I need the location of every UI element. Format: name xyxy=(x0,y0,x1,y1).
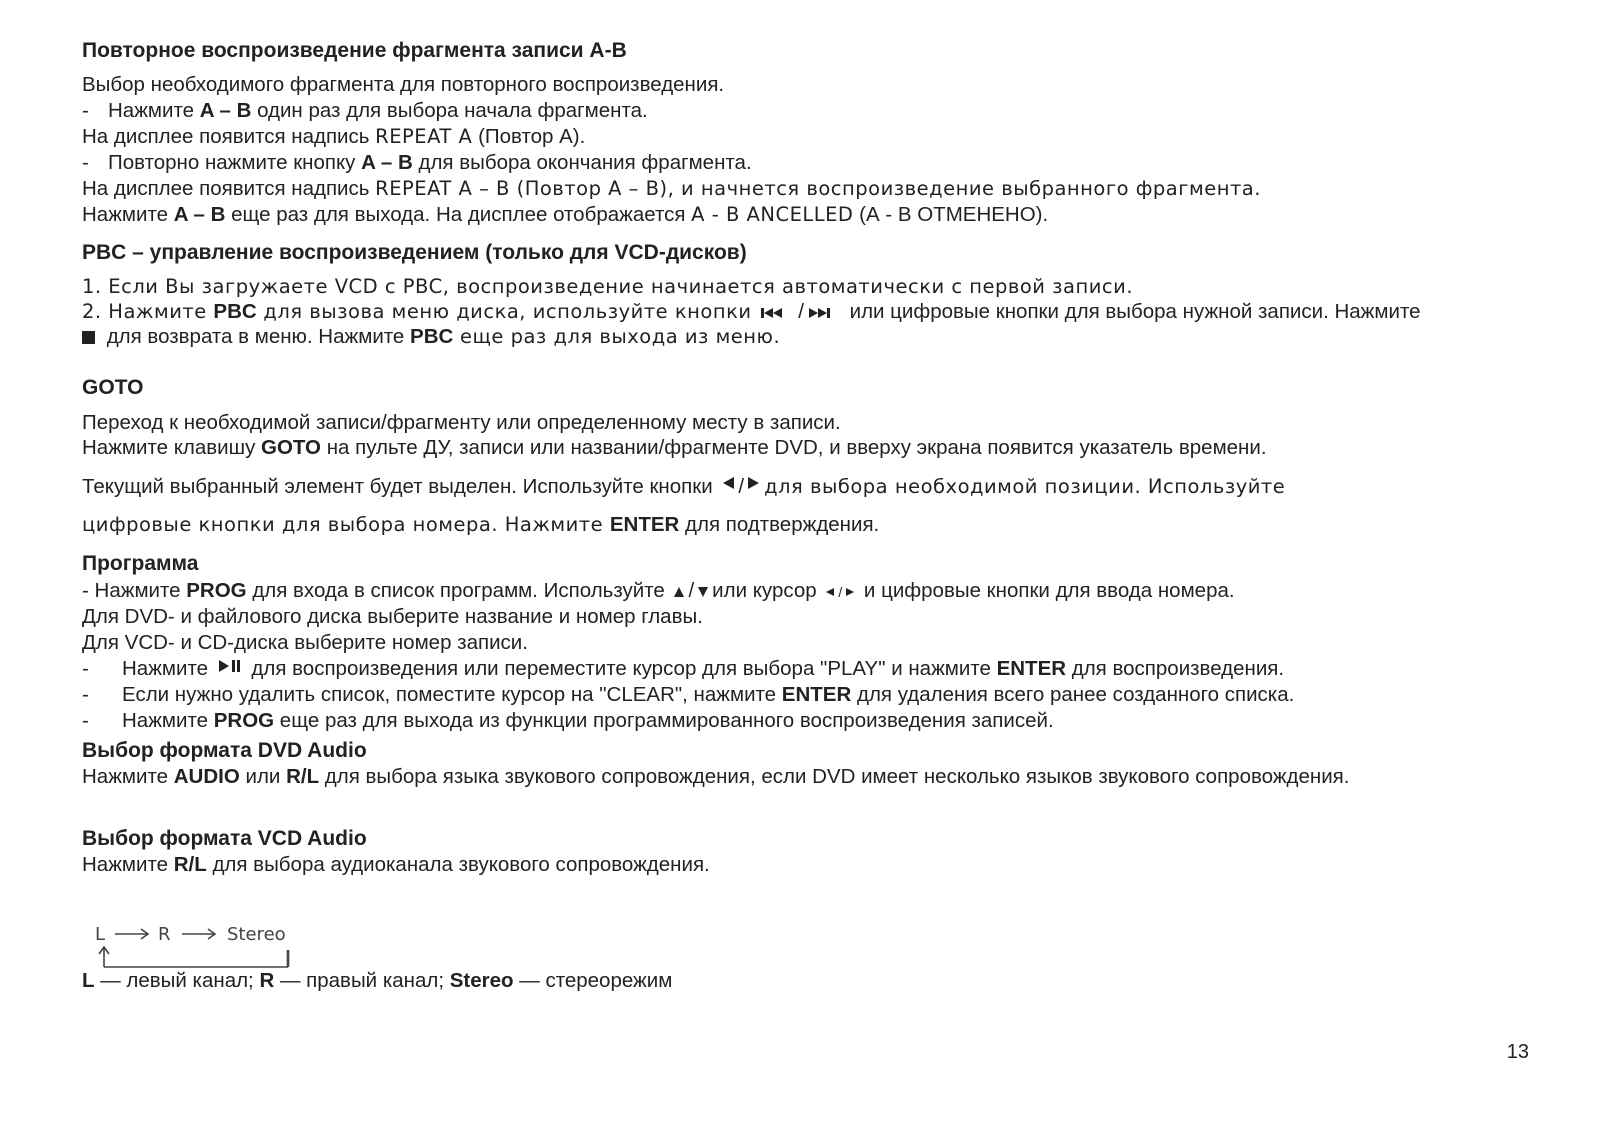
page-number: 13 xyxy=(1506,1041,1529,1063)
key-ab: A – B xyxy=(361,151,413,174)
key-goto: GOTO xyxy=(261,436,322,459)
diagram-label-r: R xyxy=(158,924,171,945)
display-text: REPEAT A xyxy=(375,125,473,148)
list-dash: - xyxy=(82,683,89,706)
key-ab: A – B xyxy=(199,99,252,122)
ab-line-3: На дисплее появится надпись REPEAT A (Повтор А). xyxy=(82,125,586,148)
pbc-line-3: для возврата в меню. Нажмите PBC еще раз для выхода из меню. xyxy=(82,324,780,350)
up-arrow-icon xyxy=(673,586,685,598)
play-pause-icon xyxy=(217,659,243,673)
prog-line-5: - Если нужно удалить список, поместите курсор на "CLEAR", нажмите ENTER для удаления всего ранее созданного списка. xyxy=(82,683,1295,706)
key-rl: R/L xyxy=(173,853,207,876)
prog-line-3: Для VCD- и CD-диска выберите номер записи. xyxy=(82,631,528,654)
key-audio: AUDIO xyxy=(173,765,240,788)
section-title-program: Программа xyxy=(82,552,199,575)
channel-legend: L — левый канал; R — правый канал; Stereo — стереорежим xyxy=(82,969,673,992)
key-enter: ENTER xyxy=(781,683,852,706)
goto-line-1: Переход к необходимой записи/фрагменту или определенному месту в записи. xyxy=(82,411,841,434)
dvd-audio-line-1: Нажмите AUDIO или R/L для выбора языка звукового сопровождения, если DVD имеет несколько языков звукового сопровождения. xyxy=(82,765,1350,788)
left-arrow-icon xyxy=(721,476,735,490)
key-enter: ENTER xyxy=(609,513,680,536)
down-arrow-icon xyxy=(697,586,709,598)
legend-key-l: L xyxy=(82,969,95,992)
goto-line-3: Текущий выбранный элемент будет выделен. Используйте кнопки / для выбора необходимой позиции. Используйте xyxy=(82,475,1286,498)
return-arrow-icon xyxy=(99,947,288,967)
stop-icon xyxy=(82,331,95,344)
diagram-label-stereo: Stereo xyxy=(227,924,286,945)
pbc-line-2: 2. Нажмите PBC для вызова меню диска, используйте кнопки / или цифровые кнопки для выбора нужной записи. Нажмите xyxy=(82,300,1421,323)
diagram-label-l: L xyxy=(95,924,106,945)
list-dash: - xyxy=(82,99,89,122)
goto-line-4: цифровые кнопки для выбора номера. Нажмите ENTER для подтверждения. xyxy=(82,513,880,536)
ab-line-1: Выбор необходимого фрагмента для повторного воспроизведения. xyxy=(82,73,725,96)
ab-line-2: - Нажмите A – B один раз для выбора начала фрагмента. xyxy=(82,99,648,122)
arrow-right-icon xyxy=(115,929,148,939)
key-enter: ENTER xyxy=(996,657,1067,680)
left-arrow-icon xyxy=(825,587,835,597)
goto-line-2: Нажмите клавишу GOTO на пульте ДУ, записи или названии/фрагменте DVD, и вверху экрана появится указатель времени. xyxy=(82,436,1267,459)
section-title-goto: GOTO xyxy=(82,376,144,399)
vcd-audio-line-1: Нажмите R/L для выбора аудиоканала звукового сопровождения. xyxy=(82,853,710,876)
legend-key-r: R xyxy=(259,969,275,992)
key-pbc: PBC xyxy=(410,325,454,348)
key-pbc: PBC xyxy=(213,300,257,323)
prog-line-2: Для DVD- и файлового диска выберите название и номер главы. xyxy=(82,605,703,628)
ab-line-5: На дисплее появится надпись REPEAT A – B (Повтор А – В), и начнется воспроизведение выбранного фрагмента. xyxy=(82,177,1261,200)
arrow-right-icon xyxy=(182,929,215,939)
prog-line-6: - Нажмите PROG еще раз для выхода из функции программированного воспроизведения записей. xyxy=(82,709,1054,732)
section-title-vcd-audio: Выбор формата VCD Audio xyxy=(82,827,367,850)
section-title-pbc: PBC – управление воспроизведением (только для VCD-дисков) xyxy=(82,241,747,264)
section-title-ab-repeat: Повторное воспроизведение фрагмента записи A-B xyxy=(82,39,627,62)
section-title-dvd-audio: Выбор формата DVD Audio xyxy=(82,739,367,762)
key-rl: R/L xyxy=(286,765,320,788)
list-dash: - xyxy=(82,657,89,680)
ab-line-6: Нажмите A – B еще раз для выхода. На дисплее отображается A - B ANCELLED (А - В ОТМЕНЕНО). xyxy=(82,203,1049,226)
pbc-line-1: 1. Если Вы загружаете VCD с PBC, воспроизведение начинается автоматически с первой записи. xyxy=(82,275,1134,298)
list-dash: - xyxy=(82,151,89,174)
display-text: A - B ANCELLED xyxy=(691,203,854,226)
right-arrow-icon xyxy=(845,587,855,597)
legend-key-stereo: Stereo xyxy=(449,969,514,992)
prog-line-1: - Нажмите PROG для входа в список программ. Используйте / или курсор / и цифровые кнопки для ввода номера. xyxy=(82,579,1235,602)
key-prog: PROG xyxy=(186,579,247,602)
next-track-icon xyxy=(807,306,841,320)
prog-line-4: - Нажмите для воспроизведения или переместите курсор для выбора "PLAY" и нажмите ENTER для воспроизведения. xyxy=(82,657,1285,680)
previous-track-icon xyxy=(761,306,795,320)
right-arrow-icon xyxy=(747,476,761,490)
display-text: REPEAT A – B xyxy=(375,177,510,200)
key-ab: A – B xyxy=(173,203,226,226)
ab-line-4: - Повторно нажмите кнопку A – B для выбора окончания фрагмента. xyxy=(82,151,752,174)
key-prog: PROG xyxy=(213,709,275,732)
list-dash: - xyxy=(82,709,89,732)
